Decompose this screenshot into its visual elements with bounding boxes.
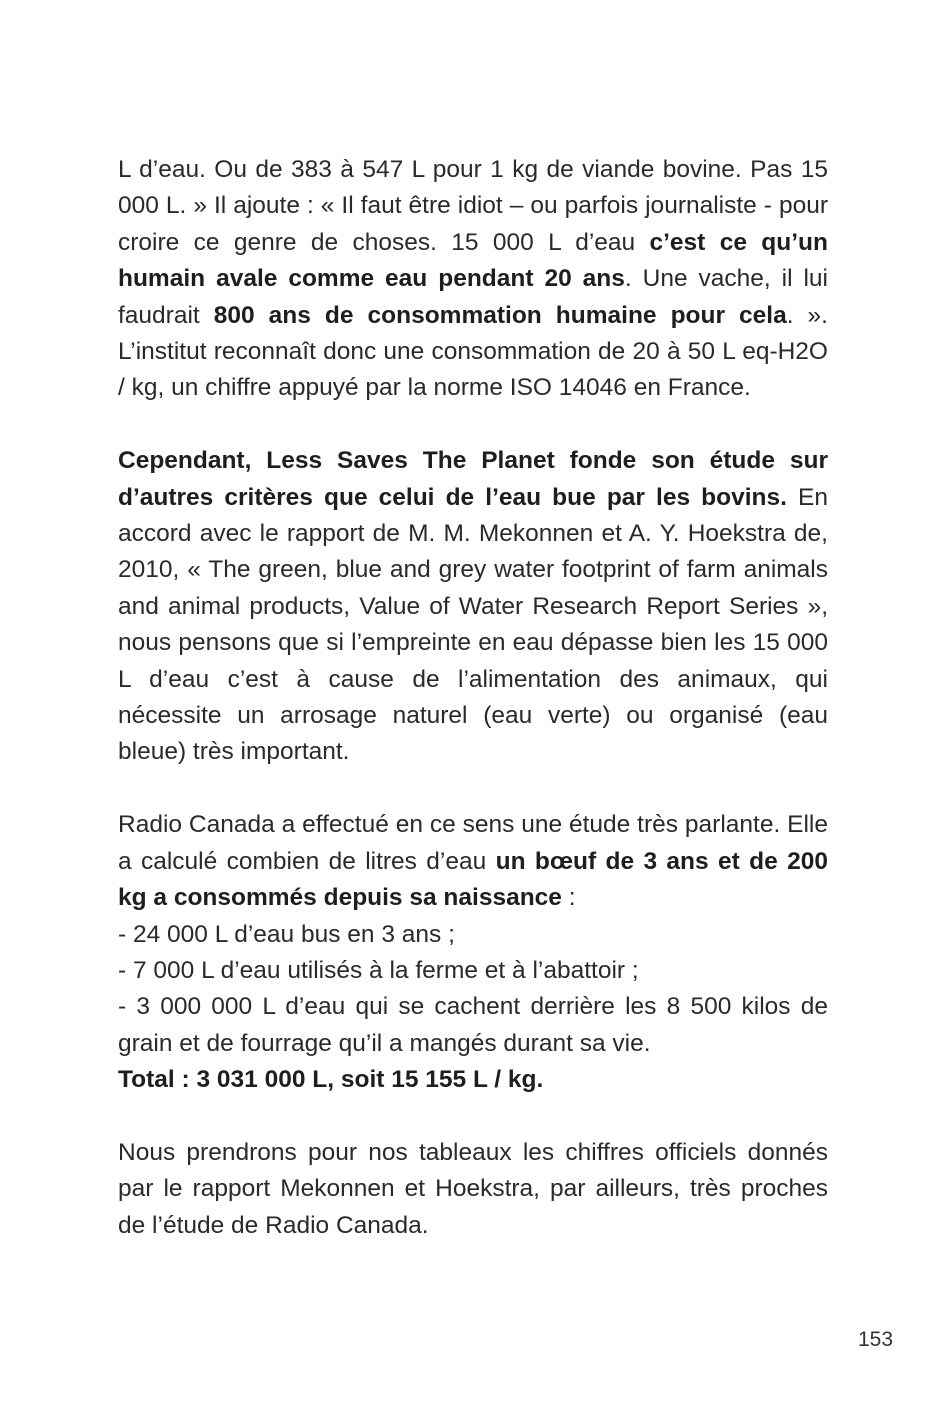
text-segment: En accord avec le rapport de M. M. Mekonnen et A. Y. Hoekstra de, 2010, « The green, blue and grey water footprint of farm animals and animal products, Value of Water Research Report Series », nous pensons que si l’empreinte en eau dépasse bien les 15 000 L d’eau c’est à cause de l’alimentation des animaux, qui nécessite un arrosage naturel (eau verte) ou organisé (eau bleue) très important. [118,483,828,766]
list-item: - 7 000 L d’eau utilisés à la ferme et à l’abattoir ; [118,956,639,984]
list-item: - 3 000 000 L d’eau qui se cachent derrière les 8 500 kilos de grain et de fourrage qu’il a mangés durant sa vie. [118,993,828,1057]
bold-segment: c’est ce qu’un humain avale comme eau pendant 20 ans [118,228,828,293]
text-segment: . Une vache, il lui faudrait [118,265,829,329]
total-line: Total : 3 031 000 L, soit 15 155 L / kg. [118,1066,544,1094]
bold-segment: Cependant, Less Saves The Planet fonde son étude sur d’autres critères que celui de l’eau bue par les bovins. [118,447,828,511]
text-segment: . ». L’institut reconnaît donc une consommation de 20 à 50 L eq-H2O / kg, un chiffre appuyé par la norme ISO 14046 en France. [118,301,828,402]
text-segment: L d’eau. Ou de 383 à 547 L pour 1 kg de viande bovine. Pas 15 000 L. » Il ajoute : « Il faut être idiot – ou parfois journaliste - pour croire ce genre de choses. 15 000 L d’eau [118,156,828,256]
paragraph-2 [118,443,828,771]
paragraph-3 [118,807,828,1098]
bold-segment: 800 ans de consommation humaine pour cela [213,301,787,329]
page-body [118,152,828,1244]
text-segment: Nous prendrons pour nos tableaux les chiffres officiels donnés par le rapport Mekonnen et Hoekstra, par ailleurs, très proches de l’étude de Radio Canada. [118,1138,828,1239]
paragraph-1 [118,152,828,407]
paragraph-4 [118,1135,828,1244]
text-segment: Radio Canada a effectué en ce sens une étude très parlante. Elle a calculé combien de litres d’eau [118,811,828,875]
page-number: 153 [858,1328,894,1351]
text-segment: : [561,884,576,912]
list-item: - 24 000 L d’eau bus en 3 ans ; [118,920,455,948]
bold-segment: un bœuf de 3 ans et de 200 kg a consommés depuis sa naissance [118,847,828,912]
